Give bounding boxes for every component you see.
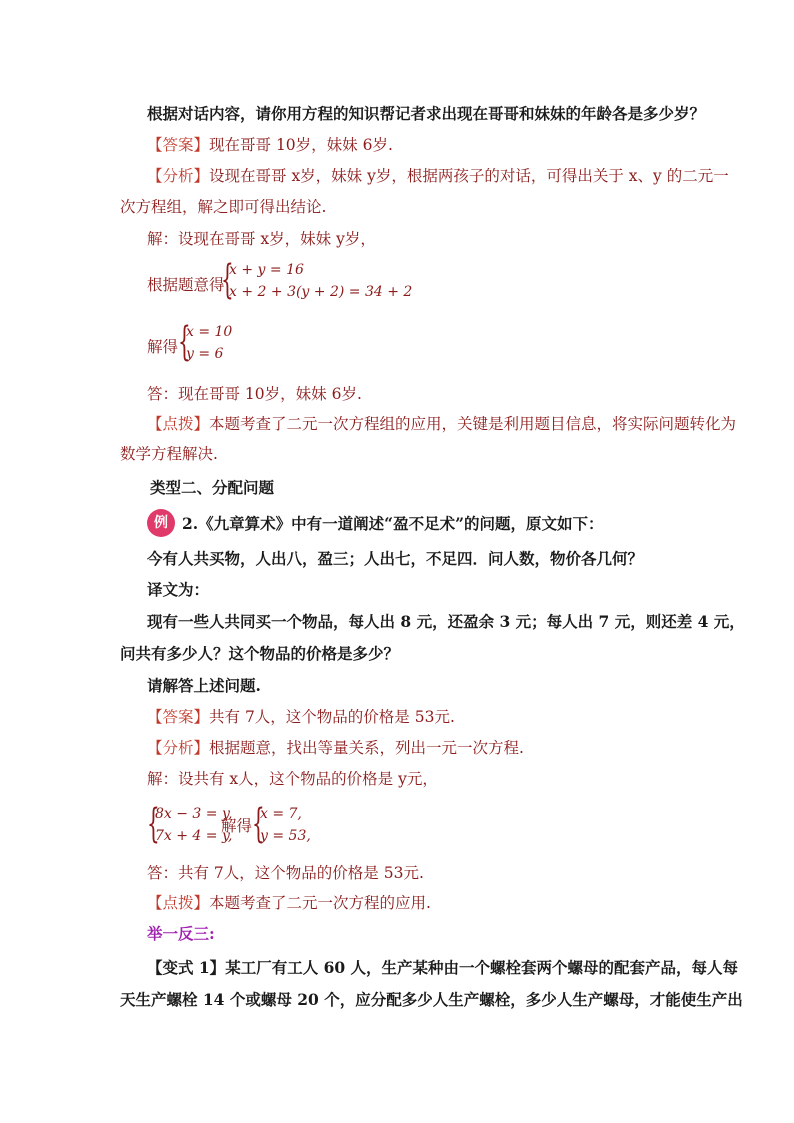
tip-tag: 【点拨】	[147, 415, 210, 433]
equation: x = 7,	[260, 806, 302, 822]
equation: x + 2 + 3(y + 2) = 34 + 2	[229, 284, 413, 300]
answer-tag: 【答案】	[147, 136, 210, 154]
equation: 7x + 4 = y,	[155, 828, 233, 844]
variant-text-cont: 天生产螺栓 14 个或螺母 20 个，应分配多少人生产螺栓，多少人生产螺母，才能使生产出	[120, 990, 743, 1009]
equation: 8x − 3 = y,	[155, 806, 233, 822]
analysis-text-cont: 次方程组，解之即可得出结论.	[120, 198, 327, 216]
analysis-line	[147, 166, 729, 186]
solution-intro: 解：设共有 x人，这个物品的价格是 y元，	[147, 770, 438, 788]
equation: y = 53,	[260, 828, 311, 844]
practice-label: 举一反三:	[147, 924, 215, 943]
ask-text: 请解答上述问题.	[147, 676, 261, 695]
translation-text: 现有一些人共同买一个物品，每人出 8 元，还盈余 3 元；每人出 7 元，则还差 4 元，	[147, 612, 745, 631]
equation: y = 6	[186, 346, 224, 362]
answer-line	[147, 707, 455, 727]
solve-label: 解得	[147, 338, 179, 356]
translation-label: 译文为：	[147, 580, 210, 599]
answer-line	[147, 135, 393, 155]
tip-line	[147, 414, 736, 434]
setup-label: 根据题意得	[147, 276, 225, 294]
equation: x = 10	[186, 324, 233, 340]
analysis-tag: 【分析】	[147, 167, 210, 185]
variant-line	[147, 958, 738, 978]
analysis-text: 根据题意，找出等量关系，列出一元一次方程.	[209, 739, 524, 757]
section-heading: 类型二、分配问题	[150, 478, 275, 497]
analysis-line	[147, 738, 524, 758]
equation: x + y = 16	[229, 262, 304, 278]
variant-tag: 【变式 1】	[147, 958, 226, 977]
translation-text-cont: 问共有多少人？这个物品的价格是多少？	[120, 644, 400, 663]
final-answer: 答：共有 7人，这个物品的价格是 53元.	[147, 864, 424, 882]
tip-line	[147, 893, 431, 913]
brace: {	[221, 257, 234, 303]
solve-label: 解得	[221, 817, 253, 835]
answer-text: 现在哥哥 10岁，妹妹 6岁.	[209, 136, 393, 154]
example-badge: 例	[147, 509, 175, 537]
tip-tag: 【点拨】	[147, 894, 210, 912]
tip-text: 本题考查了二元一次方程组的应用，关键是利用题目信息，将实际问题转化为	[209, 415, 737, 433]
brace: {	[147, 801, 160, 847]
tip-text: 本题考查了二元一次方程的应用.	[209, 894, 431, 912]
final-answer: 答：现在哥哥 10岁，妹妹 6岁.	[147, 385, 362, 403]
analysis-tag: 【分析】	[147, 739, 210, 757]
question-text: 根据对话内容，请你用方程的知识帮记者求出现在哥哥和妹妹的年龄各是多少岁？	[147, 104, 706, 123]
answer-text: 共有 7人，这个物品的价格是 53元.	[209, 708, 455, 726]
example-intro: 2.《九章算术》中有一道阐述“盈不足术”的问题，原文如下：	[182, 514, 604, 533]
variant-text: 某工厂有工人 60 人，生产某种由一个螺栓套两个螺母的配套产品，每人每	[225, 958, 739, 977]
tip-text-cont: 数学方程解决.	[120, 445, 218, 463]
answer-tag: 【答案】	[147, 708, 210, 726]
original-text: 今有人共买物，人出八，盈三；人出七，不足四．问人数，物价各几何？	[147, 549, 644, 568]
brace: {	[252, 801, 265, 847]
brace: {	[178, 319, 191, 365]
analysis-text: 设现在哥哥 x岁，妹妹 y岁，根据两孩子的对话，可得出关于 x、y 的二元一	[209, 167, 729, 185]
solution-intro: 解：设现在哥哥 x岁，妹妹 y岁，	[147, 230, 376, 248]
